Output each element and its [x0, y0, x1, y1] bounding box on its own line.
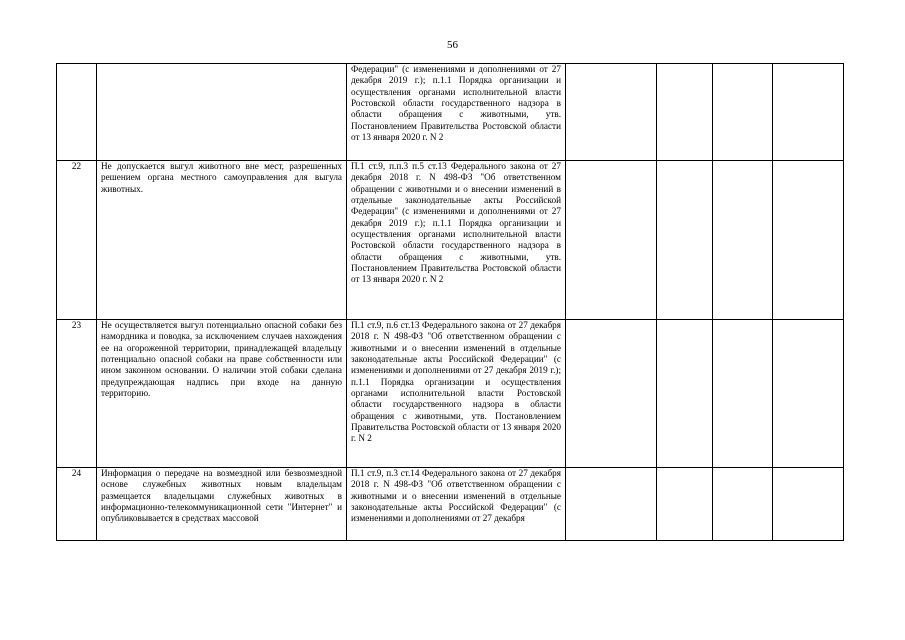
row-number: 24 — [57, 468, 97, 541]
answer-cell — [657, 64, 713, 161]
legal-basis-text: П.1 ст.9, п.п.3 п.5 ст.13 Федерального закона от 27 декабря 2018 г. N 498-ФЗ "Об ответственном обращении с животными и о внесении изменений в отдельные законодательные акты Российской Федерации" (с изменениями и дополнениями от 27 декабря 2019 г.); п.1.1 Порядка организации и осуществления органами исполнительной власти Ростовской области государственного надзора в области обращения с животными, утв. Постановлением Правительства Ростовской области от 13 января 2020 г. N 2 — [347, 161, 566, 320]
row-number: 22 — [57, 161, 97, 320]
table-row — [57, 64, 844, 161]
table-row — [57, 468, 844, 541]
note-cell — [773, 64, 844, 161]
note-cell — [773, 468, 844, 541]
legal-basis-text: Федерации" (с изменениями и дополнениями от 27 декабря 2019 г.); п.1.1 Порядка организации и осуществления органами исполнительной власти Ростовской области государственного надзора в области обращения с животными, утв. Постановлением Правительства Ростовской области от 13 января 2020 г. N 2 — [347, 64, 566, 161]
note-cell — [773, 320, 844, 468]
answer-cell — [566, 64, 657, 161]
answer-cell — [713, 64, 773, 161]
answer-cell — [713, 161, 773, 320]
requirements-table — [56, 63, 844, 541]
legal-basis-text: П.1 ст.9, п.3 ст.14 Федерального закона от 27 декабря 2018 г. N 498-ФЗ "Об ответственном обращении с животными и о внесении изменений в отдельные законодательные акты Российской Федерации" (с изменениями и дополнениями от 27 декабря — [347, 468, 566, 541]
table-row — [57, 320, 844, 468]
legal-basis-text: П.1 ст.9, п.6 ст.13 Федерального закона от 27 декабря 2018 г. N 498-ФЗ "Об ответственном обращении с животными и о внесении изменений в отдельные законодательные акты Российской Федерации" (с изменениями и дополнениями от 27 декабря 2019 г.); п.1.1 Порядка организации и осуществления органами исполнительной власти Ростовской области государственного надзора в области обращения с животными, утв. Постановлением Правительства Ростовской области от 13 января 2020 г. N 2 — [347, 320, 566, 468]
requirement-text: Не допускается выгул животного вне мест, разрешенных решением органа местного самоуправления для выгула животных. — [97, 161, 347, 320]
requirement-text: Информация о передаче на возмездной или безвозмездной основе служебных животных новым владельцам размещается владельцами служебных животных в информационно-телекоммуникационной сети "Интернет" и опубликовывается в средствах массовой — [97, 468, 347, 541]
row-number — [57, 64, 97, 161]
answer-cell — [713, 468, 773, 541]
requirement-text — [97, 64, 347, 161]
row-number: 23 — [57, 320, 97, 468]
answer-cell — [566, 320, 657, 468]
answer-cell — [657, 468, 713, 541]
answer-cell — [657, 161, 713, 320]
answer-cell — [566, 161, 657, 320]
table-row — [57, 161, 844, 320]
answer-cell — [713, 320, 773, 468]
requirement-text: Не осуществляется выгул потенциально опасной собаки без намордника и поводка, за исключением случаев нахождения ее на огороженной территории, принадлежащей владельцу потенциально опасной собаки на праве собственности или ином законном основании. О наличии этой собаки сделана предупреждающая надпись при входе на данную территорию. — [97, 320, 347, 468]
answer-cell — [566, 468, 657, 541]
page-number: 56 — [447, 39, 458, 51]
answer-cell — [657, 320, 713, 468]
note-cell — [773, 161, 844, 320]
